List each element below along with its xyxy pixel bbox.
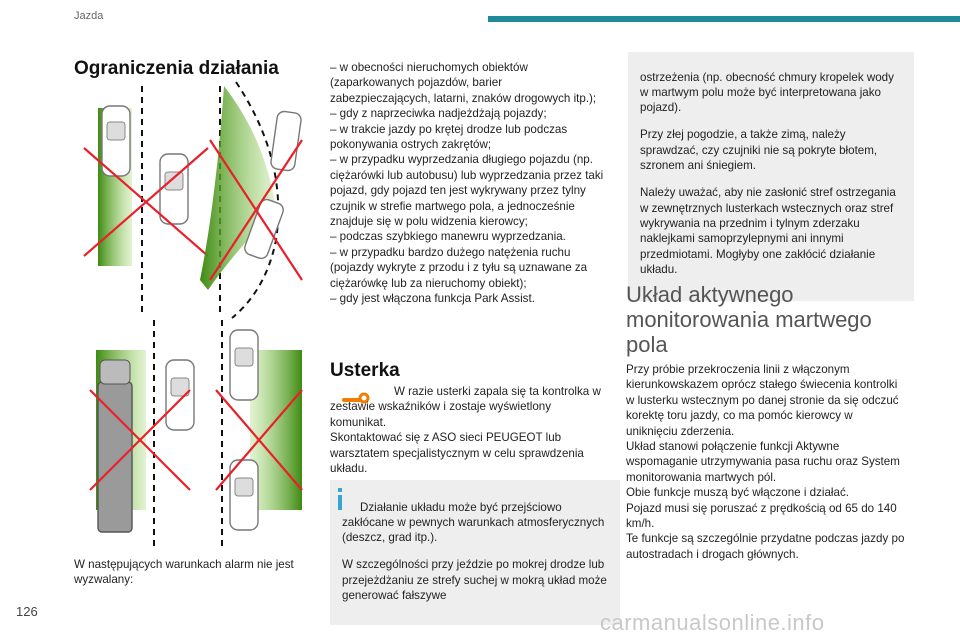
limitation-item: – w przypadku bardzo dużego natężenia ruchu (pojazdy wykryte z przodu i z tyłu są uznawane za ciężarówkę lub za nieruchomy obiekt); (330, 245, 588, 290)
box-text-1: ostrzeżenia (np. obecność chmury kropelek wody w martwym polu może być interpretowana jako pojazd). (640, 70, 894, 115)
limitations-caption: W następujących warunkach alarm nie jest wyzwalany: (74, 558, 294, 587)
fault-text-2: Skontaktować się z ASO sieci PEUGEOT lub warsztatem specjalistycznym w celu sprawdzenia układu. (330, 431, 584, 476)
header-accent-bar (488, 16, 960, 22)
paragraph: Pojazd musi się poruszać z prędkością od 65 do 140 km/h. (626, 501, 897, 531)
paragraph: Przy próbie przekroczenia linii z włączonym kierunkowskazem oprócz stałego świecenia kontrolki w lusterku wstecznym po danej stronie da się odczuć korektę toru jazdy, co ma pomóc kierowcy w uniknięciu zderzenia. (626, 363, 899, 438)
limitation-item: – gdy z naprzeciwka nadjeżdżają pojazdy; (330, 107, 547, 121)
section-header: Jazda (74, 10, 104, 22)
active-bsm-body (626, 362, 906, 562)
limitation-item: – gdy jest włączona funkcja Park Assist. (330, 292, 535, 306)
diagram-fast-overtake (214, 320, 304, 550)
fault-text-block (330, 384, 606, 476)
page-number: 126 (16, 604, 38, 619)
info-icon (338, 488, 342, 510)
active-bsm-title: Układ aktywnego monitorowania martwego pola (626, 282, 872, 357)
watermark: carmanualsonline.info (600, 610, 825, 635)
car-icon (160, 154, 188, 224)
info-box (330, 480, 620, 625)
paragraph: Obie funkcje muszą być włączone i działać. (626, 486, 849, 500)
fault-title: Usterka (330, 360, 400, 381)
info-text-1: Działanie układu może być przejściowo zakłócane w pewnych warunkach atmosferycznych (deszcz, grad itp.). (342, 500, 605, 545)
paragraph: Układ stanowi połączenie funkcji Aktywne wspomaganie utrzymywania pasa ruchu oraz System monitorowania martwych pól. (626, 440, 900, 484)
box-text-2: Przy złej pogodzie, a także zimą, należy sprawdzać, czy czujniki nie są pokryte błotem, szronem ani śniegiem. (640, 128, 878, 173)
box-text-3: Należy uważać, aby nie zasłonić stref ostrzegania w zewnętrznych lusterkach wstecznych oraz stref wykrywania na przednim i tylnym zderzaku naklejkami samoprzylepnymi ani innymi przedmiotami. Mogłyby one zakłócić działanie układu. (640, 186, 896, 277)
limitation-item: – podczas szybkiego manewru wyprzedzania. (330, 230, 566, 244)
car-icon (230, 330, 258, 400)
limitation-item: – w obecności nieruchomych obiektów (zaparkowanych pojazdów, barier zabezpieczających, latarni, znaków drogowych itp.); (330, 61, 597, 105)
limitations-title: Ograniczenia działania (74, 58, 279, 79)
diagram-curve-road (196, 80, 306, 320)
truck-icon (98, 360, 132, 532)
car-icon (102, 106, 130, 176)
car-icon (166, 360, 194, 430)
limitations-list (330, 60, 604, 307)
limitation-item: – w trakcie jazdy po krętej drodze lub podczas pokonywania ostrych zakrętów; (330, 122, 568, 152)
info-box-continued (628, 52, 914, 301)
paragraph: Te funkcje są szczególnie przydatne podczas jazdy po autostradach i drogach głównych. (626, 532, 905, 561)
fault-text-1: W razie usterki zapala się ta kontrolka w zestawie wskaźników i zostaje wyświetlony komunikat. (330, 385, 601, 429)
car-icon (270, 111, 302, 172)
limitation-item: – w przypadku wyprzedzania długiego pojazdu (np. ciężarówki lub autobusu) lub wyprzedzania przez taki pojazd, gdy pojazd ten jest wykrywany przez tylny czujnik w strefie martwego pola, a jednocześnie znajduje się w polu widzenia kierowcy; (330, 153, 604, 229)
info-text-2: W szczególności przy jeździe po mokrej drodze lub przejeżdżaniu ze strefy suchej w mokrą układ może generować fałszywe (342, 558, 607, 603)
